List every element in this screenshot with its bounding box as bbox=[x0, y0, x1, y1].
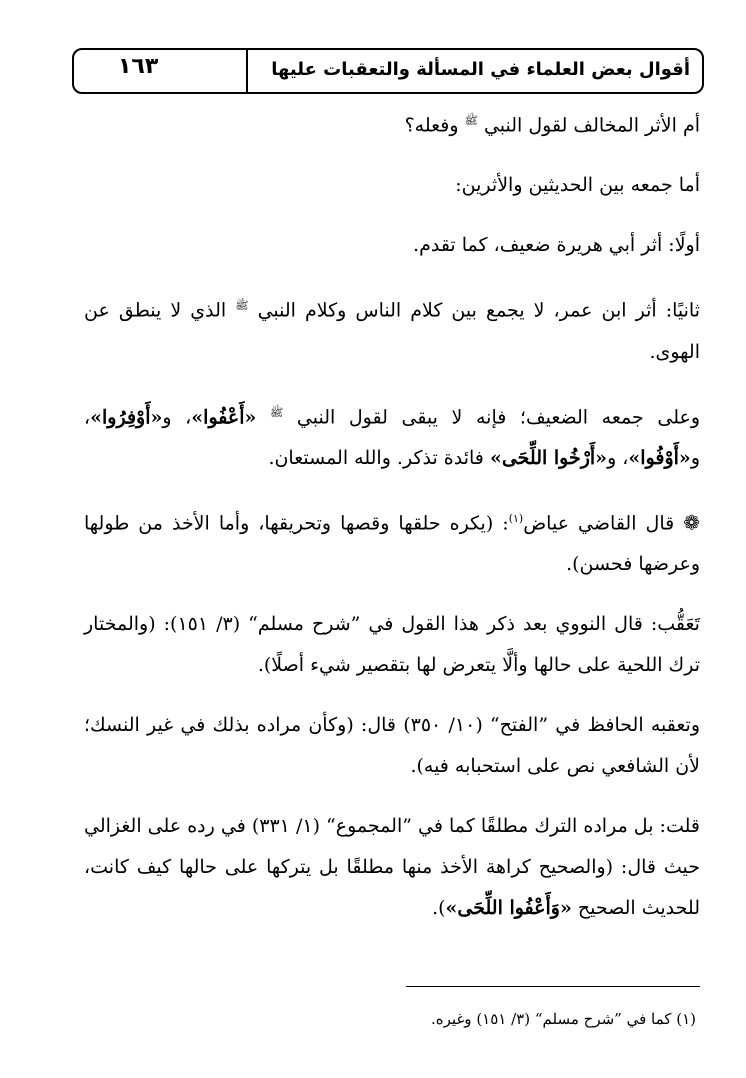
paragraph-5-text: وعلى جمعه الضعيف؛ فإنه لا يبقى لقول النبي bbox=[296, 405, 700, 428]
paragraph-2: أما جمعه بين الحديثين والأثرين: bbox=[455, 174, 700, 197]
separator: ، و bbox=[84, 405, 700, 469]
paragraph-4 bbox=[84, 285, 700, 372]
hadith-quote: «أَعْفُوا» bbox=[191, 405, 257, 428]
paragraph-4-text: ثانيًا: أثر ابن عمر، لا يجمع بين كلام الناس وكلام النبي bbox=[257, 299, 701, 322]
paragraph-9-end: ). bbox=[432, 897, 446, 920]
paragraph-5 bbox=[84, 392, 700, 479]
header-title: أقوال بعض العلماء في المسألة والتعقبات عليها bbox=[271, 59, 690, 80]
paragraph-4-end: الذي لا ينطق عن الهوى. bbox=[84, 299, 700, 363]
paragraph-6-quote: : (يكره حلقها وقصها وتحريقها، وأما الأخذ من طولها وعرضها فحسن). bbox=[84, 512, 700, 576]
hadith-quote: «وَأَعْفُوا اللِّحَى» bbox=[445, 897, 572, 920]
page-body bbox=[84, 100, 700, 948]
hadith-quote: «أَوْفِرُوا» bbox=[90, 405, 163, 428]
paragraph-3: أولًا: أثر أبي هريرة ضعيف، كما تقدم. bbox=[413, 234, 700, 257]
footnote-reference: (١) bbox=[508, 511, 524, 525]
salawat-symbol: ﷺ bbox=[235, 299, 249, 313]
paragraph-9-text: قلت: بل مراده الترك مطلقًا كما في ”المجموع“ (١/ ٣٣١) في رده على الغزالي حيث قال: (والصحيح كراهة الأخذ منها مطلقًا بل يتركها على حالها كيف كانت، للحديث الصحيح bbox=[84, 815, 700, 920]
paragraph-7-label: تَعَقُّب bbox=[657, 613, 700, 636]
paragraph-6 bbox=[84, 498, 700, 585]
page-number: ١٦٣ bbox=[118, 54, 159, 79]
paragraph-7-text: : قال النووي بعد ذكر هذا القول في ”شرح مسلم“ (٣/ ١٥١): (والمختار ترك اللحية على حالها وألَّا يتعرض لها بتقصير شيء أصلًا). bbox=[84, 613, 700, 677]
page-header bbox=[72, 48, 704, 94]
hadith-quote: «أَرْخُوا اللِّحَى» bbox=[489, 446, 608, 469]
hadith-quote: «أَوْفُوا» bbox=[628, 446, 691, 469]
paragraph-1-text: أم الأثر المخالف لقول النبي bbox=[483, 114, 700, 137]
page-number-box bbox=[108, 48, 248, 94]
paragraph-1 bbox=[84, 100, 700, 146]
salawat-symbol: ﷺ bbox=[464, 114, 478, 127]
paragraph-9 bbox=[84, 806, 700, 929]
paragraph-5-end: فائدة تذكر. والله المستعان. bbox=[268, 446, 484, 469]
separator: ، و bbox=[162, 405, 192, 428]
paragraph-1-end: وفعله؟ bbox=[404, 114, 459, 137]
footnote: (١) كما في ”شرح مسلم“ (٣/ ١٥١) وغيره. bbox=[431, 1010, 696, 1028]
salawat-symbol: ﷺ bbox=[269, 405, 284, 419]
paragraph-7 bbox=[84, 604, 700, 686]
separator: ، و bbox=[607, 446, 629, 469]
flower-ornament-icon: ❁ bbox=[683, 510, 700, 535]
paragraph-6-text: قال القاضي عياض bbox=[523, 512, 675, 535]
paragraph-8: وتعقبه الحافظ في ”الفتح“ (١٠/ ٣٥٠) قال: (وكأن مراده بذلك في غير النسك؛ لأن الشافعي نص على استحبابه فيه). bbox=[84, 714, 700, 778]
footnote-divider bbox=[406, 986, 700, 987]
